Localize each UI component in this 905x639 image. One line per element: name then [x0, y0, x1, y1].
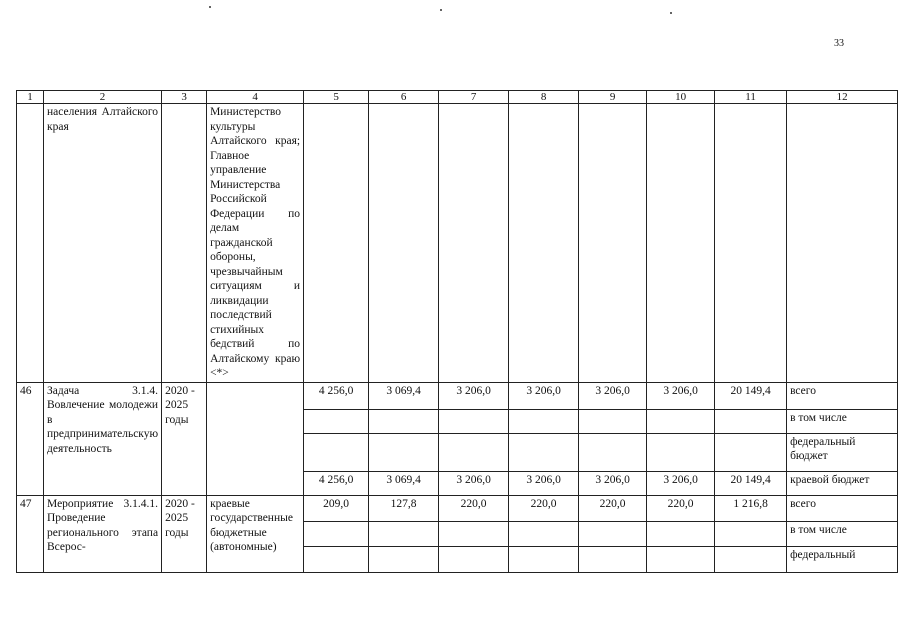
cell-value — [509, 521, 579, 546]
cell-executor: Министерство культуры Алтайского края; Главное управление Министерства Российской Федерации по делам гражданской обороны, чрезвычайным ситуациям и ликвидации последствий стихийных бедствий по Алтайскому краю <*> — [207, 104, 304, 383]
cell-funding-source: краевой бюджет — [787, 471, 898, 495]
cell-value — [439, 433, 509, 471]
col-header-6: 6 — [369, 91, 439, 104]
cell-name: Мероприятие 3.1.4.1. Проведение регионального этапа Всерос- — [44, 495, 162, 572]
cell-value — [509, 546, 579, 572]
cell-value — [647, 546, 715, 572]
cell-value: 4 256,0 — [304, 471, 369, 495]
cell-value — [369, 521, 439, 546]
cell-value — [509, 409, 579, 433]
cell-name: населения Алтайского края — [44, 104, 162, 383]
cell-years: 2020 - 2025 годы — [162, 382, 207, 495]
cell-value: 3 206,0 — [439, 471, 509, 495]
cell-name: Задача 3.1.4. Вовлечение молодежи в предпринимательскую деятельность — [44, 382, 162, 495]
cell-value: 220,0 — [647, 495, 715, 521]
cell-value — [369, 409, 439, 433]
col-header-2: 2 — [44, 91, 162, 104]
col-header-8: 8 — [509, 91, 579, 104]
cell-value — [579, 433, 647, 471]
cell-funding-source: федеральный — [787, 546, 898, 572]
cell-value: 3 206,0 — [647, 471, 715, 495]
col-header-7: 7 — [439, 91, 509, 104]
cell-value — [579, 521, 647, 546]
cell-value — [579, 546, 647, 572]
table-row — [17, 104, 898, 383]
cell-value — [647, 409, 715, 433]
cell-value — [304, 433, 369, 471]
scan-speck — [440, 9, 442, 11]
cell-funding-source: всего — [787, 382, 898, 409]
cell-value: 20 149,4 — [715, 382, 787, 409]
cell-value: 3 206,0 — [439, 382, 509, 409]
cell-value — [715, 433, 787, 471]
col-header-5: 5 — [304, 91, 369, 104]
cell-value — [509, 433, 579, 471]
cell-value: 3 069,4 — [369, 471, 439, 495]
cell-funding-source: всего — [787, 495, 898, 521]
cell-value — [439, 546, 509, 572]
cell-value — [369, 546, 439, 572]
cell-value: 1 216,8 — [715, 495, 787, 521]
cell-value: 3 206,0 — [647, 382, 715, 409]
cell-value — [715, 409, 787, 433]
budget-table — [16, 90, 898, 573]
col-header-9: 9 — [579, 91, 647, 104]
cell-value — [439, 409, 509, 433]
col-header-11: 11 — [715, 91, 787, 104]
cell-value — [715, 546, 787, 572]
cell-executor — [207, 382, 304, 495]
cell-executor: краевые государственные бюджетные (автономные) — [207, 495, 304, 572]
cell-value: 3 206,0 — [579, 471, 647, 495]
cell-value — [715, 521, 787, 546]
cell-value: 220,0 — [439, 495, 509, 521]
cell-value: 220,0 — [579, 495, 647, 521]
cell-value — [304, 521, 369, 546]
cell-value: 220,0 — [509, 495, 579, 521]
col-header-1: 1 — [17, 91, 44, 104]
cell-value — [647, 433, 715, 471]
col-header-10: 10 — [647, 91, 715, 104]
scan-speck — [670, 12, 672, 14]
cell-value: 3 069,4 — [369, 382, 439, 409]
column-number-row — [17, 91, 898, 104]
cell-value — [304, 409, 369, 433]
cell-value — [369, 433, 439, 471]
cell-value — [579, 409, 647, 433]
col-header-3: 3 — [162, 91, 207, 104]
cell-value — [647, 521, 715, 546]
cell-value — [304, 546, 369, 572]
cell-value: 127,8 — [369, 495, 439, 521]
page-number: 33 — [834, 38, 844, 49]
cell-funding-source: в том числе — [787, 521, 898, 546]
col-header-12: 12 — [787, 91, 898, 104]
cell-value — [439, 521, 509, 546]
scan-speck — [209, 6, 211, 8]
cell-value: 4 256,0 — [304, 382, 369, 409]
cell-funding-source: федеральный бюджет — [787, 433, 898, 471]
cell-years: 2020 - 2025 годы — [162, 495, 207, 572]
cell-row-number: 46 — [17, 382, 44, 495]
cell-funding-source: в том числе — [787, 409, 898, 433]
table-row — [17, 495, 898, 521]
cell-row-number: 47 — [17, 495, 44, 572]
col-header-4: 4 — [207, 91, 304, 104]
cell-value: 3 206,0 — [509, 471, 579, 495]
cell-value: 3 206,0 — [509, 382, 579, 409]
cell-value: 3 206,0 — [579, 382, 647, 409]
cell-value: 20 149,4 — [715, 471, 787, 495]
cell-value: 209,0 — [304, 495, 369, 521]
table-row — [17, 382, 898, 409]
